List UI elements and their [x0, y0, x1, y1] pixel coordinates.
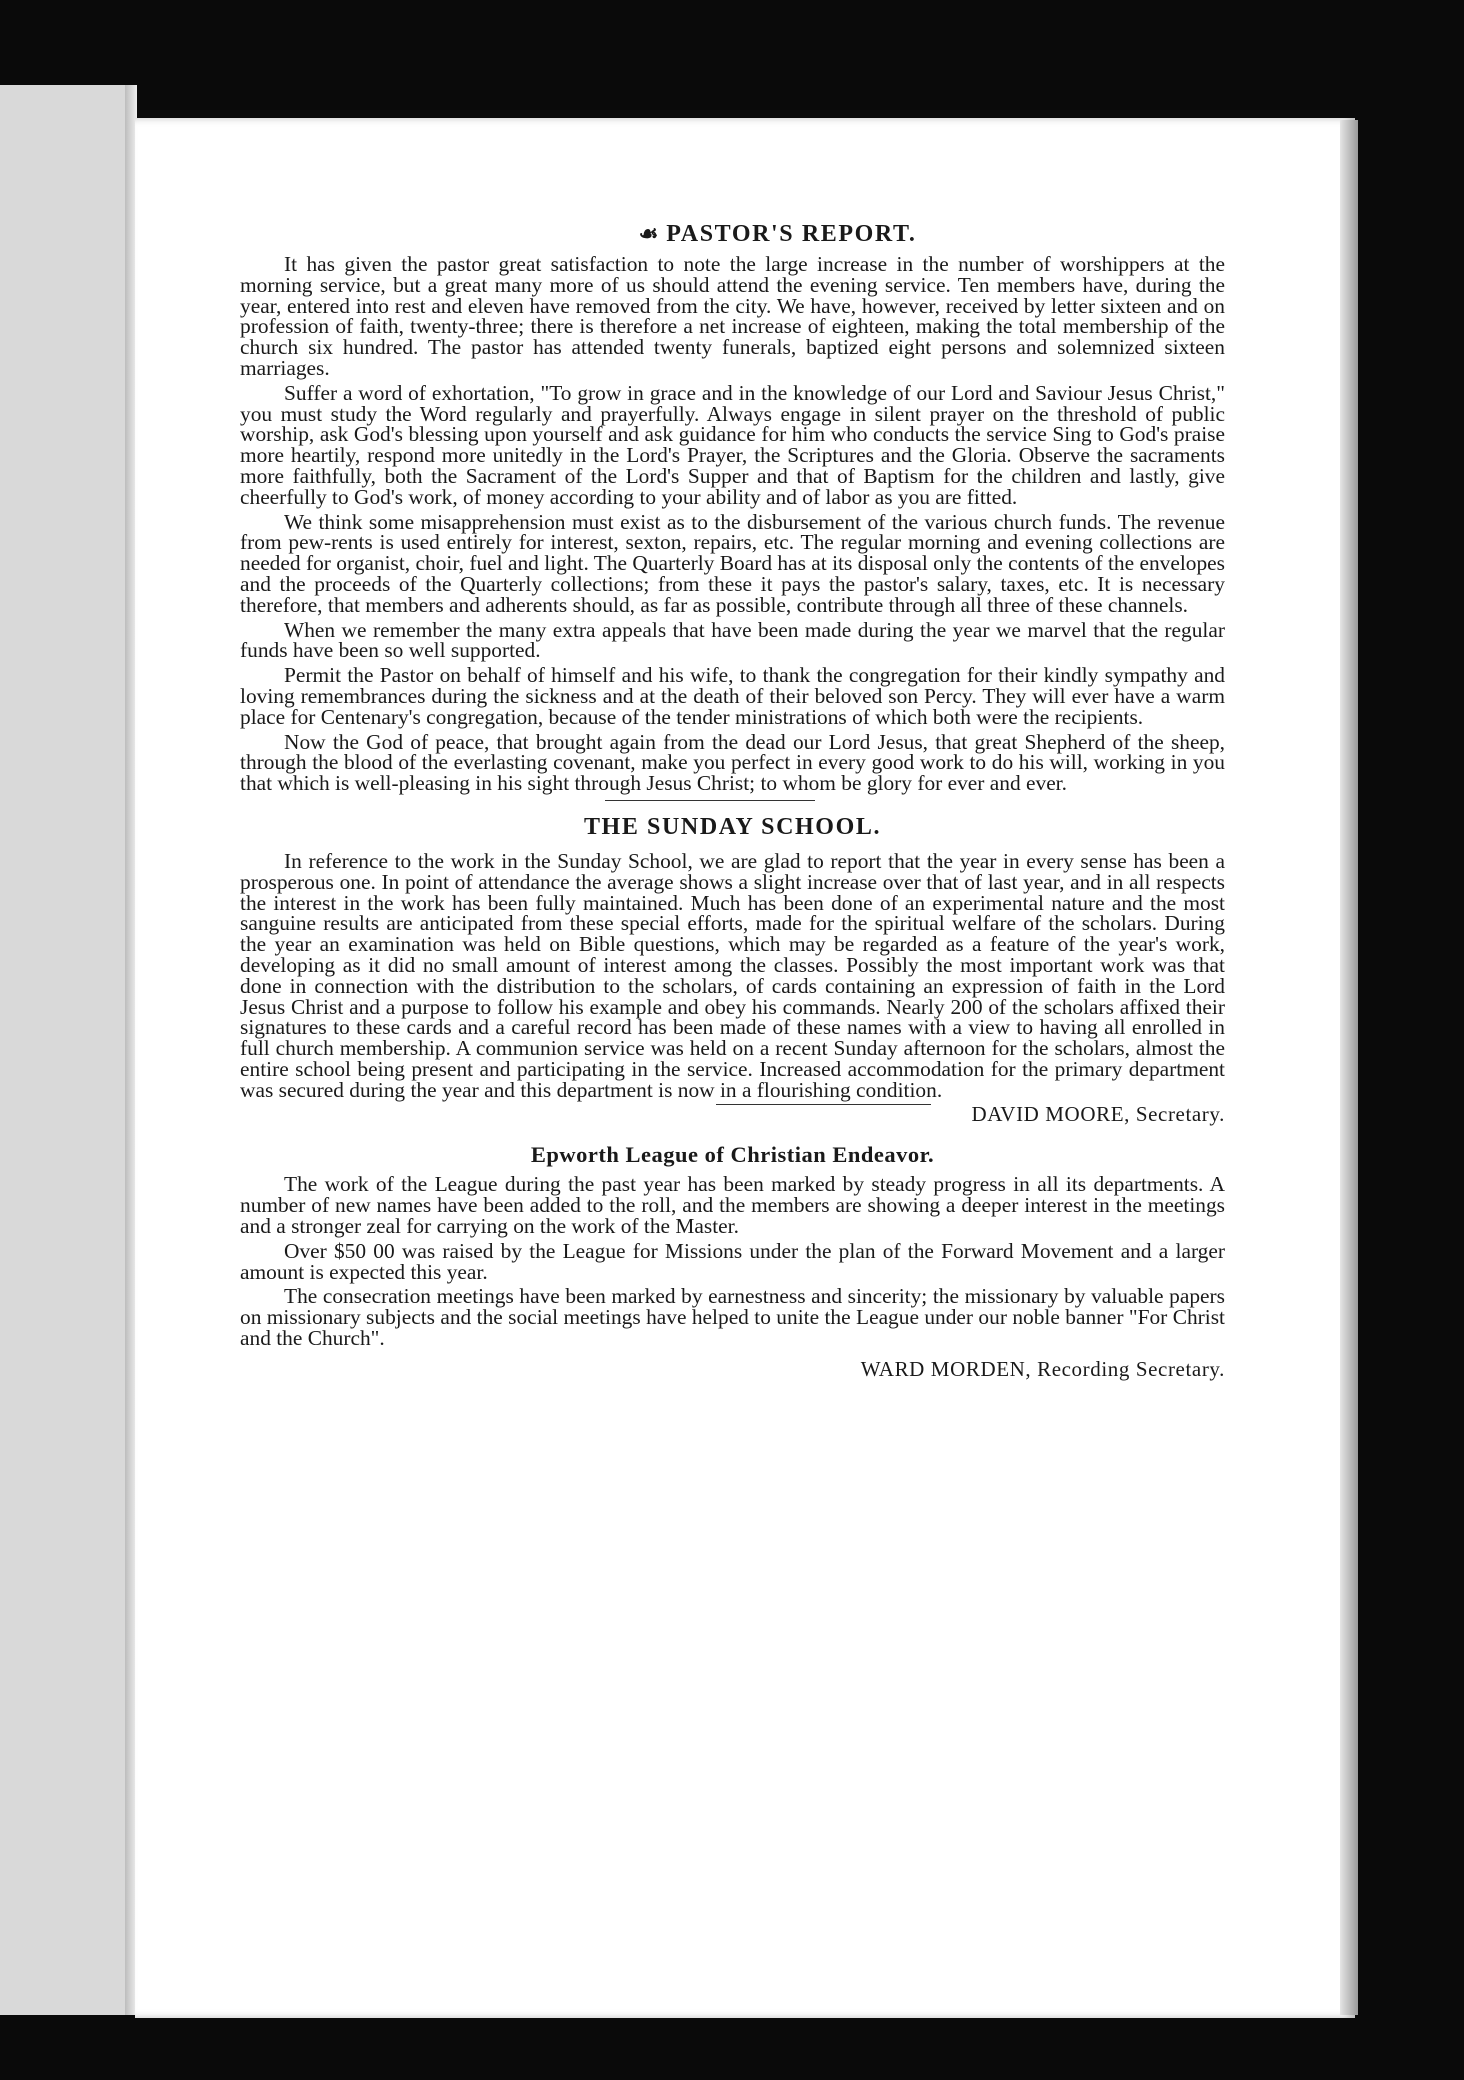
- pastor-paragraph-3: We think some misapprehension must exist as to the disbursement of the various church funds. The revenue from pew-rents is used entirely for interest, sexton, repairs, etc. The regular morning and evening collections are needed for organist, choir, fuel and light. The Quarterly Board has at its disposal only the contents of the envelopes and the proceeds of the Quarterly collections; from these it pays the pastor's salary, taxes, etc. It is necessary therefore, that members and adherents should, as far as possible, contribute through all three of these channels.: [240, 509, 1225, 617]
- pastor-paragraph-5: Permit the Pastor on behalf of himself and his wife, to thank the congregation for their kindly sympathy and loving remembrances during the sickness and at the death of their beloved son Percy. They will ever have a warm place for Centenary's congregation, because of the tender ministrations of which both were the recipients.: [240, 663, 1225, 729]
- pastor-paragraph-2: Suffer a word of exhortation, "To grow in grace and in the knowledge of our Lord and Saviour Jesus Christ," you must study the Word regularly and prayerfully. Always engage in silent prayer on the threshold of public worship, ask God's blessing upon yourself and ask guidance for him who conducts the service Sing to God's praise more heartily, respond more unitedly in the Lord's Prayer, the Scriptures and the Gloria. Observe the sacraments more faithfully, both the Sacrament of the Lord's Supper and that of Baptism for the children and lastly, give cheerfully to God's work, of money according to your ability and of labor as you are fitted.: [240, 380, 1225, 509]
- pastor-report-heading: [330, 220, 1225, 248]
- sunday-school-heading: THE SUNDAY SCHOOL.: [583, 813, 882, 840]
- epworth-signature: WARD MORDEN, Recording Secretary.: [860, 1356, 1225, 1381]
- page-right-edge: [1340, 120, 1358, 2015]
- sunday-school-signature: [240, 1102, 1225, 1126]
- pastor-paragraph-6: Now the God of peace, that brought again from the dead our Lord Jesus, that great Shepherd of the sheep, through the blood of the everlasting covenant, make you perfect in every good work to do his will, working in you that which is well-pleasing in his sight through Jesus Christ; to whom be glory for ever and ever.: [240, 729, 1225, 796]
- sunday-school-paragraph: In reference to the work in the Sunday School, we are glad to report that the year in every sense has been a prosperous one. In point of attendance the average shows a slight increase over that of last year, and in all respects the interest in the work has been fully maintained. Much has been done of an experimental nature and the most sanguine results are anticipated from these special efforts, made for the spiritual welfare of the scholars. During the year an examination was held on Bible questions, which may be regarded as a feature of the year's work, developing as it did no small amount of interest among the classes. Possibly the most important work was that done in connection with the distribution to the scholars, of cards containing an expression of faith in the Lord Jesus Christ and a purpose to follow his example and obey his commands. Nearly 200 of the scholars affixed their signatures to these cards and a careful record has been made of these names with a view to having all enrolled in full church membership. A communion service was held on a recent Sunday afternoon for the scholars, almost the entire school being present and participating in the service. Increased accommodation for the primary department was secured during the year and this department is now in a flourishing condition.: [240, 848, 1225, 1102]
- epworth-league-heading: Epworth League of Christian Endeavor.: [530, 1142, 935, 1168]
- epworth-paragraph-1: The work of the League during the past year has been marked by steady progress in all its departments. A number of new names have been added to the roll, and the members are showing a deeper interest in the meetings and a stronger zeal for carrying on the work of the Master.: [240, 1172, 1225, 1239]
- epworth-paragraph-2: Over $50 00 was raised by the League for Missions under the plan of the Forward Movement and a larger amount is expected this year.: [240, 1238, 1225, 1284]
- pastor-paragraph-4: When we remember the many extra appeals that have been made during the year we marvel that the regular funds have been so well supported.: [240, 617, 1225, 663]
- page-content: [240, 220, 1225, 1381]
- epworth-paragraph-3: The consecration meetings have been marked by earnestness and sincerity; the missionary by valuable papers on missionary subjects and the social meetings have helped to unite the League under our noble banner "For Christ and the Church".: [240, 1284, 1225, 1351]
- sunday-school-signature-text: DAVID MOORE, Secretary.: [971, 1102, 1225, 1127]
- pastor-paragraph-1: It has given the pastor great satisfaction to note the large increase in the number of worshippers at the morning service, but a great many more of us should attend the evening service. Ten members have, during the year, entered into rest and eleven have removed from the city. We have, however, received by letter sixteen and on profession of faith, twenty-three; there is therefore a net increase of eighteen, making the total membership of the church six hundred. The pastor has attended twenty funerals, baptized eight persons and solemnized sixteen marriages.: [240, 252, 1225, 380]
- section-divider: [605, 800, 815, 801]
- signature-rule: [716, 1104, 931, 1105]
- pastor-report-heading-text: PASTOR'S REPORT.: [666, 221, 917, 247]
- previous-page-edge: [0, 85, 136, 2015]
- hand-fleuron-icon: ☙: [638, 221, 659, 246]
